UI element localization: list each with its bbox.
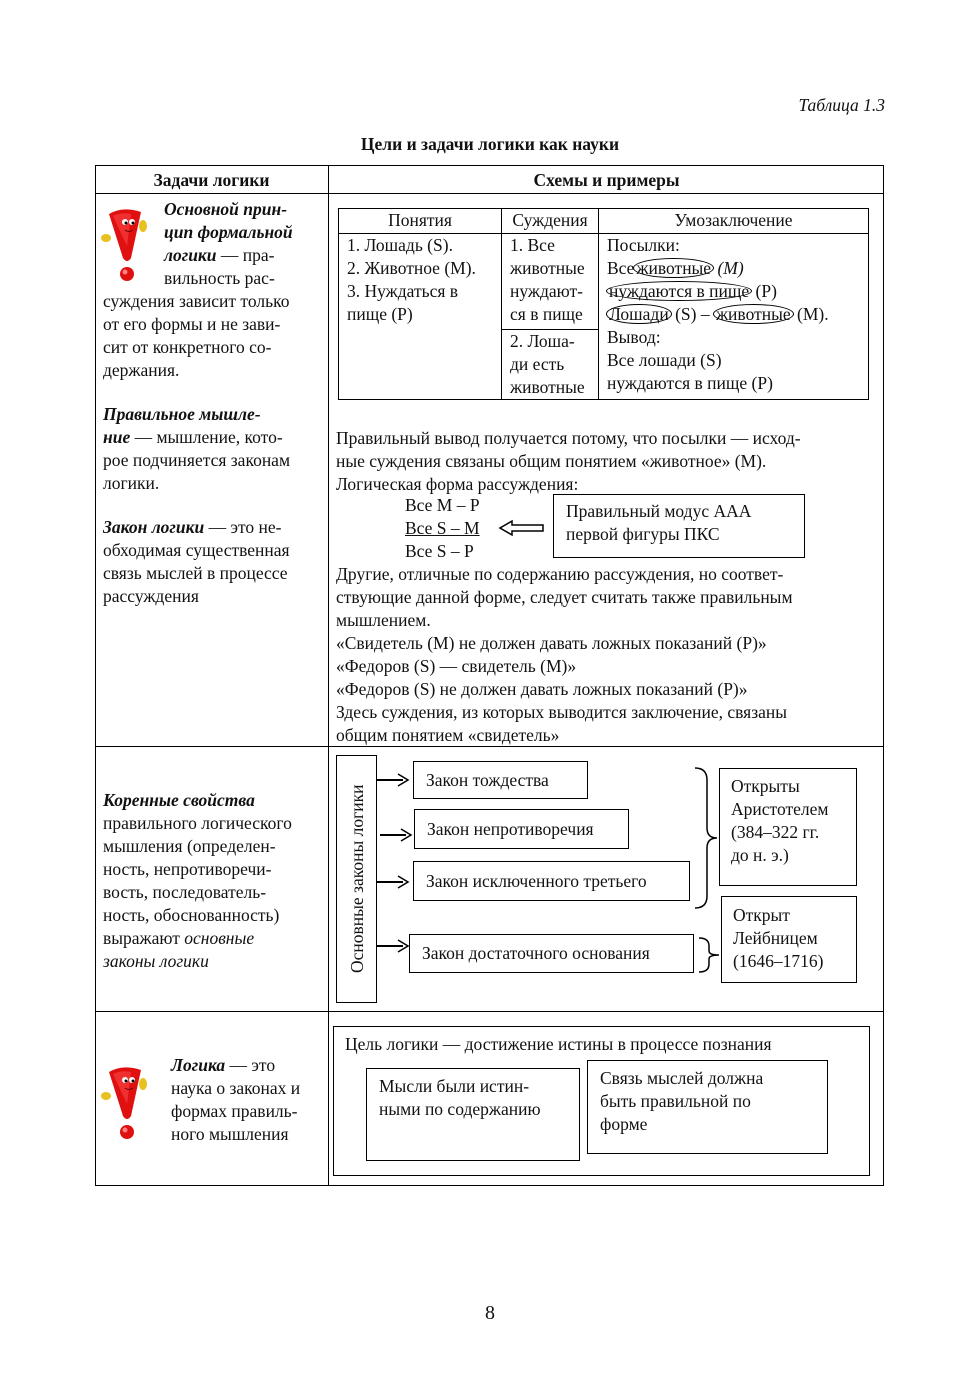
logic-text: формах правиль- [171, 1101, 298, 1121]
syllogism-conclusion: Все S – P [405, 541, 474, 561]
modus-line: первой фигуры ПКС [566, 524, 720, 544]
arrow-right-icon [396, 874, 410, 890]
brace-right-icon [697, 936, 723, 974]
modus-box [553, 494, 805, 558]
concept-item: 1. Лошадь (S). [347, 235, 453, 255]
law-term: Закон логики [103, 517, 205, 537]
principle-text: держания. [103, 360, 180, 380]
correct-form-line: Связь мыслей должна [600, 1068, 764, 1088]
aristotle-line: Аристотелем [731, 799, 829, 819]
syllogism-form [405, 494, 505, 563]
explanation-line: Логическая форма рассуждения: [336, 474, 579, 494]
basic-laws-italic: законы логики [103, 951, 209, 971]
concept-item: 3. Нуждаться в [347, 281, 459, 301]
correct-thinking-term: Правильное мышле- [103, 404, 261, 424]
law-text: связь мыслей в процессе [103, 563, 288, 583]
column-header-tasks: Задачи логики [153, 170, 270, 190]
concept-item: пище (P) [347, 304, 413, 324]
law-definition [103, 516, 328, 608]
root-properties-line: мышления (определен- [103, 836, 276, 856]
law-text: рассуждения [103, 586, 199, 606]
root-properties-term: Коренные свойства [103, 790, 255, 810]
correct-thinking-text: логики. [103, 473, 160, 493]
syllogism-major: Все M – P [405, 495, 480, 515]
premises-label: Посылки: [607, 235, 680, 255]
modus-line: Правильный модус ААА [566, 501, 752, 521]
circled-term: нуждаются в пище [606, 281, 752, 301]
example-line: «Федоров (S) не должен давать ложных показаний (P)» [336, 679, 748, 699]
inner-header-inference: Умозаключение [599, 209, 869, 234]
root-properties-line: ность, непротиворечи- [103, 859, 272, 879]
premise-line-3 [607, 303, 860, 326]
truth-content-line: ными по содержанию [379, 1099, 541, 1119]
aristotle-line: (384–322 гг. [731, 822, 820, 842]
basic-laws-italic: основные [184, 928, 255, 948]
leibniz-line: Лейбницем [733, 928, 818, 948]
exclamation-mascot-icon [101, 1064, 147, 1140]
circled-term: Лошади [606, 304, 672, 324]
logic-definition [171, 1054, 326, 1146]
judgement-line: животные [510, 258, 585, 278]
conclusion-line: нуждаются в пище (P) [607, 373, 773, 393]
inner-header-judgements: Суждения [502, 209, 599, 234]
page-number: 8 [485, 1302, 495, 1324]
arrow-right-icon [396, 938, 410, 954]
aristotle-line: Открыты [731, 776, 800, 796]
law-text: — это не- [204, 517, 282, 537]
truth-content-line: Мысли были истин- [379, 1076, 530, 1096]
goal-text: Цель логики — достижение истины в процессе познания [345, 1034, 772, 1054]
logic-text: наука о законах и [171, 1078, 301, 1098]
exclamation-mascot-icon [101, 206, 147, 282]
law-identity: Закон тождества [413, 761, 588, 799]
law-excluded-middle: Закон исключенного третьего [413, 861, 690, 901]
other-reasoning-text [336, 563, 876, 747]
concepts-table [338, 208, 869, 400]
example-line: «Свидетель (M) не должен давать ложных показаний (P)» [336, 633, 767, 653]
principle-term-line: логики [164, 245, 217, 265]
correct-thinking-term: ние [103, 427, 131, 447]
judgement-line: 2. Лоша- [510, 331, 575, 351]
premise-text: (P) [755, 281, 777, 301]
root-properties-line: выражают [103, 928, 185, 948]
correct-form-line: форме [600, 1114, 648, 1134]
logic-term: Логика [171, 1055, 226, 1075]
principle-definition-cont [103, 290, 328, 382]
law-noncontradiction: Закон непротиворечия [414, 809, 629, 849]
other-line: мышлением. [336, 610, 431, 630]
other-line: ствующие данной форме, следует считать также правильным [336, 587, 793, 607]
table-label: Таблица 1.3 [798, 95, 885, 115]
leibniz-line: Открыт [733, 905, 790, 925]
principle-text: вильность рас- [164, 268, 275, 288]
judgement-line: ди есть [510, 354, 565, 374]
header-divider [95, 193, 884, 194]
premise-text: (M) [717, 258, 744, 278]
principle-term-line: цип формальной [164, 222, 293, 242]
leibniz-box [721, 896, 857, 983]
correct-thinking-definition [103, 403, 328, 495]
arrow-right-icon [399, 827, 413, 843]
judgement-line: животные [510, 377, 585, 397]
inner-header-concepts: Понятия [339, 209, 502, 234]
premise-line-1 [607, 257, 860, 280]
aristotle-line: до н. э.) [731, 845, 789, 865]
root-properties-line: ность, обоснованность) [103, 905, 280, 925]
root-properties-line: правильного логического [103, 813, 292, 833]
correct-thinking-text: рое подчиняется законам [103, 450, 291, 470]
law-sufficient-reason: Закон достаточного основания [409, 934, 694, 973]
leibniz-line: (1646–1716) [733, 951, 824, 971]
concepts-cell [339, 234, 502, 400]
basic-laws-label: Основные законы логики [336, 755, 377, 1003]
circled-term: животные [713, 304, 794, 324]
aristotle-box [719, 768, 857, 886]
principle-text: от его формы и не зави- [103, 314, 281, 334]
syllogism-minor: Все S – M [405, 518, 480, 538]
judgement-cell-2 [502, 330, 599, 400]
truth-content-box [366, 1068, 580, 1161]
arrow-right-icon [396, 772, 410, 788]
premise-line-2 [607, 280, 860, 303]
judgement-cell-1 [502, 234, 599, 330]
other-line: Другие, отличные по содержанию рассуждения, но соответ- [336, 564, 784, 584]
row-divider-2 [95, 1011, 884, 1012]
closing-line: общим понятием «свидетель» [336, 725, 560, 745]
judgement-line: 1. Все [510, 235, 555, 255]
explanation-text [336, 427, 876, 496]
principle-text: суждения зависит только [103, 291, 290, 311]
column-divider [328, 165, 329, 1186]
principle-text: сит от конкретного со- [103, 337, 272, 357]
judgement-line: ся в пище [510, 304, 583, 324]
root-properties-text [103, 789, 328, 973]
explanation-line: Правильный вывод получается потому, что посылки — исход- [336, 428, 801, 448]
premise-text: Все [607, 258, 635, 278]
column-header-schemes: Схемы и примеры [533, 170, 680, 190]
brace-right-icon [693, 766, 719, 910]
concept-item: 2. Животное (M). [347, 258, 476, 278]
correct-form-line: быть правильной по [600, 1091, 751, 1111]
logic-text: ного мышления [171, 1124, 289, 1144]
principle-definition [164, 198, 324, 290]
page-title: Цели и задачи логики как науки [360, 134, 620, 154]
circled-term: животные [633, 258, 714, 278]
logic-text: — это [225, 1055, 276, 1075]
explanation-line: ные суждения связаны общим понятием «животное» (M). [336, 451, 767, 471]
correct-thinking-text: — мышление, кото- [130, 427, 283, 447]
conclusion-label: Вывод: [607, 327, 661, 347]
root-properties-line: вость, последователь- [103, 882, 267, 902]
closing-line: Здесь суждения, из которых выводится заключение, связаны [336, 702, 788, 722]
principle-text: — пра- [216, 245, 275, 265]
example-line: «Федоров (S) — свидетель (M)» [336, 656, 577, 676]
inference-cell [599, 234, 869, 400]
conclusion-line: Все лошади (S) [607, 350, 722, 370]
correct-form-box [587, 1060, 828, 1154]
principle-term-line: Основной прин- [164, 199, 288, 219]
premise-text: (S) – [675, 304, 710, 324]
premise-text: (M). [797, 304, 829, 324]
double-arrow-left-icon [498, 519, 546, 537]
judgement-line: нуждают- [510, 281, 583, 301]
law-text: обходимая существенная [103, 540, 290, 560]
